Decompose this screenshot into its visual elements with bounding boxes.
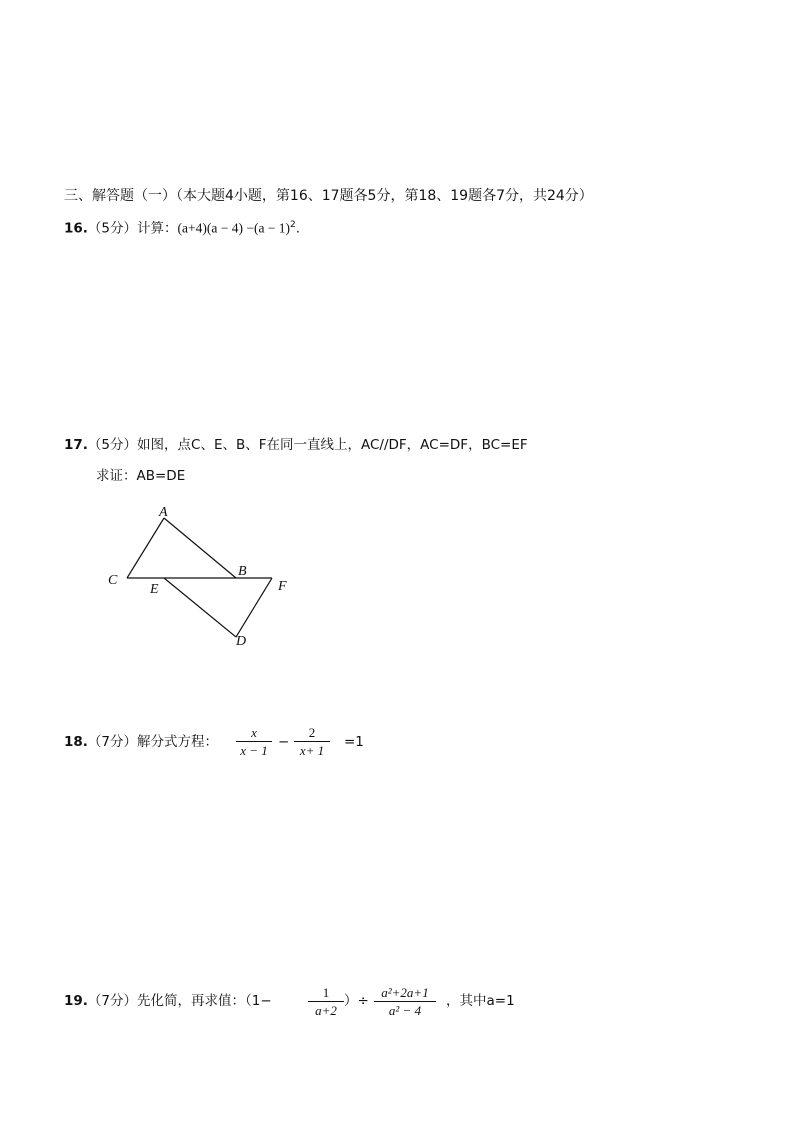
q19-close-divide: ）÷ <box>344 993 369 1009</box>
fraction-numerator: a²+2a+1 <box>381 985 429 1000</box>
point-label-b: B <box>238 564 247 579</box>
fraction-numerator: 1 <box>322 985 330 1000</box>
q18-right-hand-side: =1 <box>344 734 364 750</box>
question-18 <box>64 736 218 750</box>
segment-ab <box>164 518 236 578</box>
question-number: 16. <box>64 220 88 237</box>
fraction-denominator: x+ 1 <box>299 743 325 758</box>
question-score: （5分） <box>87 220 138 237</box>
fraction-numerator: x <box>251 725 257 740</box>
fraction-denominator: a² − 4 <box>388 1003 422 1018</box>
question-lead: 计算： <box>137 220 178 237</box>
point-label-c: C <box>108 573 118 588</box>
question-19 <box>64 995 272 1009</box>
point-label-a: A <box>159 505 168 520</box>
q16-period: . <box>295 220 301 237</box>
point-label-e: E <box>150 582 159 597</box>
q19-condition: ，其中a=1 <box>446 993 515 1009</box>
fraction-bar <box>236 741 272 742</box>
q18-fraction-2 <box>294 726 330 757</box>
q19-fraction-1 <box>308 986 344 1017</box>
point-label-f: F <box>278 579 287 594</box>
question-lead: 先化简，再求值：（1− <box>137 993 272 1009</box>
question-lead: 解分式方程： <box>137 734 219 750</box>
question-score: （7分） <box>87 734 138 750</box>
question-number: 17. <box>64 437 88 453</box>
question-number: 19. <box>64 993 88 1009</box>
section-heading: 三、解答题（一）（本大题4小题，第16、17题各5分，第18、19题各7分，共24分） <box>64 188 593 204</box>
question-score: （7分） <box>87 993 138 1009</box>
segment-ca <box>127 518 164 578</box>
fraction-bar <box>308 1001 344 1002</box>
fraction-denominator: a+2 <box>315 1003 337 1018</box>
q19-fraction-2 <box>374 986 436 1017</box>
segment-fd <box>236 578 272 637</box>
q16-expression: (a+4)(a − 4) −(a − 1) <box>177 220 291 236</box>
q17-prove-statement: 求证：AB=DE <box>96 468 186 484</box>
q18-fraction-1 <box>236 726 272 757</box>
q18-minus-sign: − <box>278 734 290 750</box>
question-number: 18. <box>64 734 88 750</box>
q16-exponent: 2 <box>290 220 296 230</box>
fraction-bar <box>374 1001 436 1002</box>
point-label-d: D <box>236 634 247 649</box>
question-text: 如图，点C、E、B、F在同一直线上，AC//DF，AC=DF，BC=EF <box>137 437 528 453</box>
fraction-bar <box>294 741 330 742</box>
question-score: （5分） <box>87 437 138 453</box>
segment-ed <box>164 578 236 637</box>
fraction-numerator: 2 <box>308 725 316 740</box>
fraction-denominator: x − 1 <box>240 743 268 758</box>
